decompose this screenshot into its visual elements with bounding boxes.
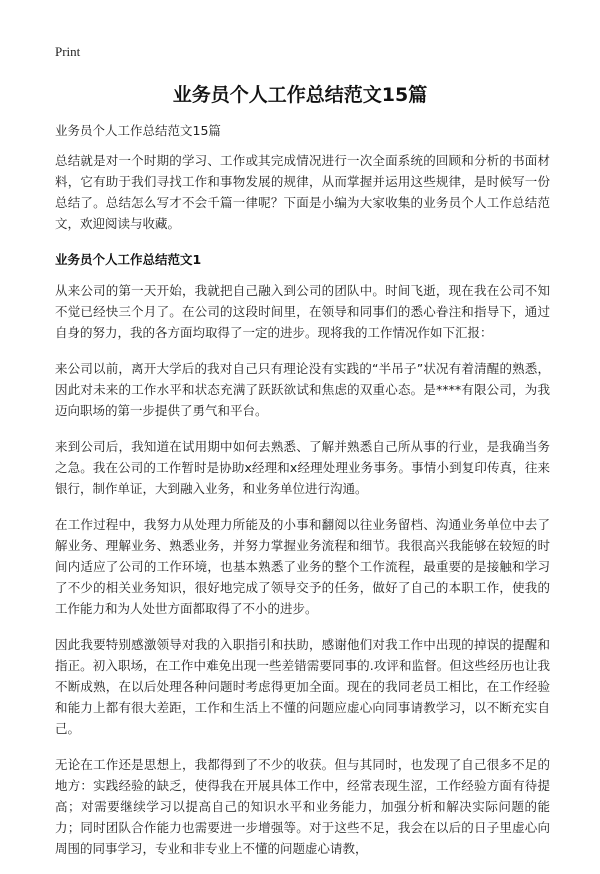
section-heading: 业务员个人工作总结范文1 [55, 252, 202, 267]
document-subtitle: 业务员个人工作总结范文15篇 [55, 123, 221, 138]
body-paragraph-3: 来到公司后，我知道在试用期中如何去熟悉、了解并熟悉自己所从事的行业，是我确当务之急。我在公司的工作暂时是协助x经理和x经理处理业务事务。事情小到复印传真，往来银行，制作单证，大到融入业务，和业务单位进行沟通。 [55, 439, 550, 496]
document-body [55, 150, 550, 874]
body-paragraph-6: 无论在工作还是思想上，我都得到了不少的收获。但与其同时，也发现了自己很多不足的地方：实践经验的缺乏，使得我在开展具体工作中，经常表现生涩，工作经验方面有待提高；对需要继续学习以提高自己的知识水平和业务能力，加强分析和解决实际问题的能力；同时团队合作能力也需要进一步增强等。对于这些不足，我会在以后的日子里虚心向周围的同事学习，专业和非专业上不懂的问题虚心请教， [55, 757, 550, 856]
page-title: 业务员个人工作总结范文15篇 [172, 84, 428, 106]
body-paragraph-1: 从来公司的第一天开始，我就把自己融入到公司的团队中。时间飞逝，现在我在公司不知不觉已经快三个月了。在公司的这段时间里，在领导和同事们的悉心眷注和指导下，通过自身的努力，我的各方面均取得了一定的进步。现将我的工作情况作如下汇报： [55, 283, 550, 340]
body-paragraph-4: 在工作过程中，我努力从处理力所能及的小事和翻阅以往业务留档、沟通业务单位中去了解业务、理解业务、熟悉业务，并努力掌握业务流程和细节。我很高兴我能够在较短的时间内适应了公司的工作环境，也基本熟悉了业务的整个工作流程，最重要的是接触和学习了不少的相关业务知识，很好地完成了领导交予的任务，做好了自己的本职工作，使我的工作能力和为人处世方面都取得了不小的进步。 [55, 517, 550, 616]
print-link[interactable]: Print [55, 44, 81, 59]
body-paragraph-2: 来公司以前，离开大学后的我对自己只有理论没有实践的“半吊子”状况有着清醒的熟悉，因此对未来的工作水平和状态充满了跃跃欲试和焦虑的双重心态。是****有限公司，为我迈向职场的第一步提供了勇气和平台。 [55, 361, 550, 418]
body-paragraph-5: 因此我要特别感激领导对我的入职指引和扶助，感谢他们对我工作中出现的掉误的提醒和指正。初入职场，在工作中难免出现一些差错需要同事的.攻评和监督。但这些经历也让我不断成熟，在以后处理各种问题时考虑得更加全面。现在的我同老员工相比，在工作经验和能力上都有很大差距，工作和生活上不懂的问题应虚心向同事请教学习，以不断充实自己。 [55, 637, 550, 736]
intro-paragraph: 总结就是对一个时期的学习、工作或其完成情况进行一次全面系统的回顾和分析的书面材料，它有助于我们寻找工作和事物发展的规律，从而掌握并运用这些规律，是时候写一份总结了。总结怎么写才不会千篇一律呢？下面是小编为大家收集的业务员个人工作总结范文，欢迎阅读与收藏。 [55, 153, 550, 231]
